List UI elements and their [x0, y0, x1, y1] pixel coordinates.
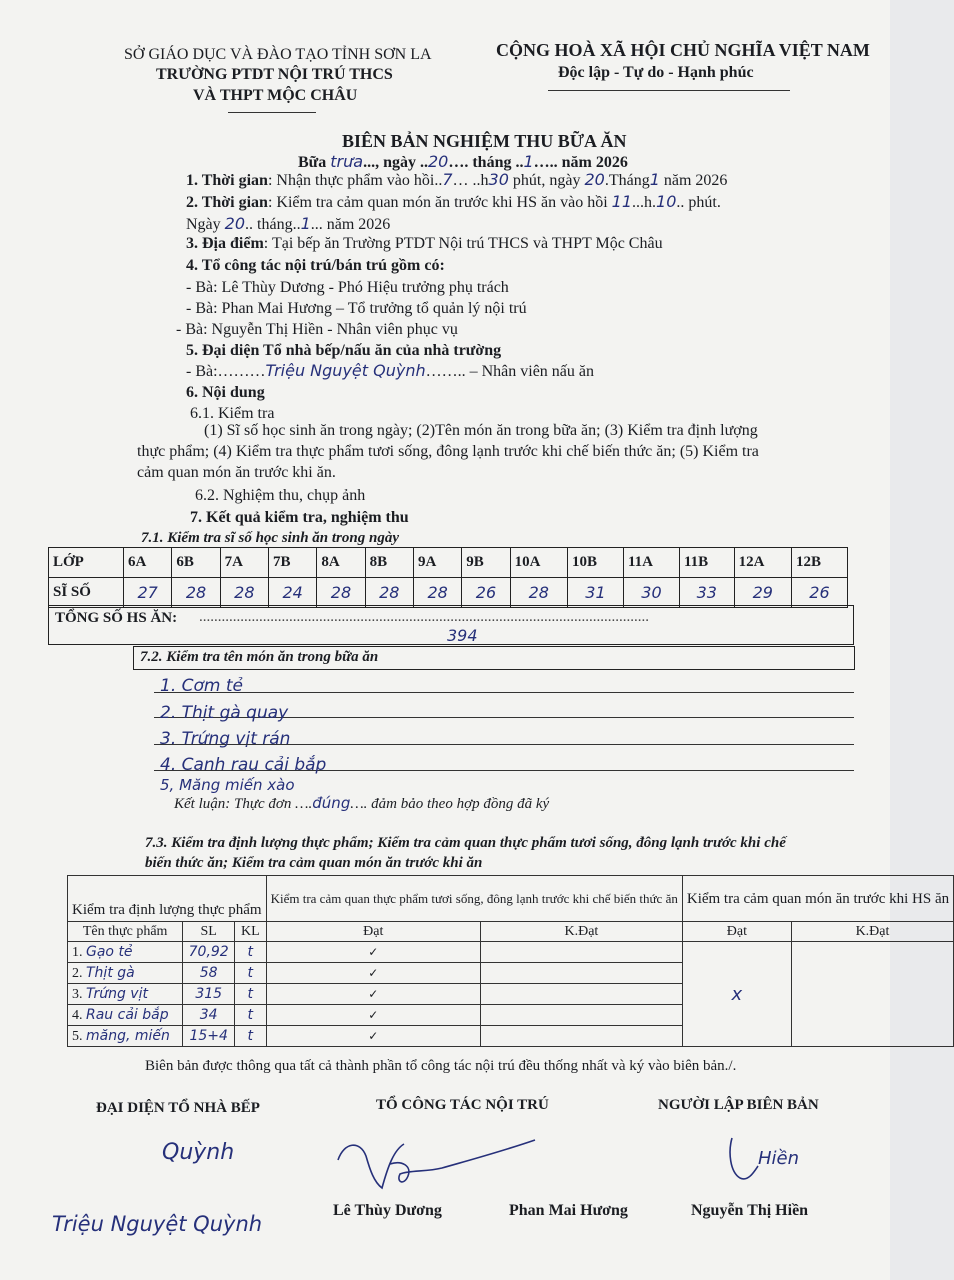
- fresh-fail-cell: [480, 1026, 682, 1047]
- section-2-date: Ngày 20.. tháng..1... năm 2026: [186, 214, 391, 233]
- member-2: - Bà: Phan Mai Hương – Tổ trưởng tổ quản lý nội trú: [186, 300, 527, 317]
- school-name-line1: TRƯỜNG PTDT NỘI TRÚ THCS: [156, 66, 393, 83]
- dish-section-box: [133, 646, 855, 670]
- class-cell: 11A: [623, 548, 679, 578]
- meal-line: Bữa trưa..., ngày ..20…. tháng ..1….. năm 2026: [298, 152, 628, 171]
- count-cell: 28: [317, 578, 365, 608]
- dish-pass-header: Đạt: [682, 922, 791, 942]
- fresh-pass-cell: ✓: [266, 963, 480, 984]
- count-cell: 30: [623, 578, 679, 608]
- fresh-fail-cell: [480, 942, 682, 963]
- total-dots: ........................................................................................................................: [199, 609, 649, 625]
- sl-header: SL: [183, 922, 235, 942]
- section-6-para-3: cảm quan món ăn trước khi ăn.: [137, 464, 336, 481]
- class-cell: 12A: [734, 548, 791, 578]
- count-cell: 28: [172, 578, 220, 608]
- header-underline-left: [228, 112, 316, 113]
- section-7-2-title: 7.2. Kiểm tra tên món ăn trong bữa ăn: [140, 649, 379, 665]
- team-title: TỔ CÔNG TÁC NỘI TRÚ: [376, 1097, 549, 1113]
- class-cell: 6A: [124, 548, 172, 578]
- count-cell: 28: [365, 578, 413, 608]
- dish-check-header: Kiểm tra cảm quan món ăn trước khi HS ăn: [682, 876, 953, 922]
- quality-table: [67, 875, 954, 1047]
- section-6-2: 6.2. Nghiệm thu, chụp ảnh: [195, 487, 366, 504]
- meal-name: trưa: [330, 152, 364, 171]
- fresh-pass-cell: ✓: [266, 942, 480, 963]
- kitchen-name: Triệu Nguyệt Quỳnh: [52, 1212, 263, 1236]
- team-member-name-1: Lê Thùy Dương: [333, 1202, 442, 1219]
- fresh-pass-header: Đạt: [266, 922, 480, 942]
- count-cell: 31: [567, 578, 623, 608]
- class-cell: 8A: [317, 548, 365, 578]
- department-name: SỞ GIÁO DỤC VÀ ĐÀO TẠO TỈNH SƠN LA: [124, 46, 432, 63]
- kl-cell: t: [235, 942, 267, 963]
- food-name-cell: 3. Trứng vịt: [68, 984, 183, 1005]
- count-cell: 33: [679, 578, 734, 608]
- sl-cell: 70,92: [183, 942, 235, 963]
- count-row: [49, 578, 848, 608]
- siso-header-cell: SĨ SỐ: [49, 578, 124, 608]
- kl-header: KL: [235, 922, 267, 942]
- kitchen-title: ĐẠI DIỆN TỔ NHÀ BẾP: [96, 1100, 260, 1116]
- kl-cell: t: [235, 1005, 267, 1026]
- count-cell: 29: [734, 578, 791, 608]
- sl-cell: 58: [183, 963, 235, 984]
- reporter-signature: Hiền: [758, 1148, 800, 1169]
- food-name-header: Tên thực phẩm: [68, 922, 183, 942]
- kl-cell: t: [235, 984, 267, 1005]
- class-row: [49, 548, 848, 578]
- quality-header-row: [68, 876, 954, 922]
- dish-pass-cell: x: [682, 942, 791, 1047]
- sl-cell: 315: [183, 984, 235, 1005]
- section-7-3-title-2: biến thức ăn; Kiểm tra cảm quan món ăn trước khi ăn: [145, 855, 483, 871]
- class-cell: 11B: [679, 548, 734, 578]
- class-cell: 7A: [220, 548, 268, 578]
- food-name-cell: 1. Gạo tẻ: [68, 942, 183, 963]
- dish-fail-cell: [791, 942, 953, 1047]
- dish-line: [154, 692, 854, 693]
- class-cell: 7B: [268, 548, 316, 578]
- section-6-para-2: thực phẩm; (4) Kiểm tra thực phẩm tươi sống, đông lạnh trước khi chế biến thức ăn; (5) Kiểm tra: [137, 443, 759, 460]
- total-label: TỔNG SỐ HS ĂN:: [55, 610, 178, 626]
- fresh-fail-cell: [480, 1005, 682, 1026]
- republic-title: CỘNG HOÀ XÃ HỘI CHỦ NGHĨA VIỆT NAM: [496, 40, 870, 60]
- fresh-fail-cell: [480, 984, 682, 1005]
- team-signature: [330, 1130, 550, 1200]
- reporter-title: NGƯỜI LẬP BIÊN BẢN: [658, 1097, 819, 1113]
- dish-item: 3. Trứng vịt rán: [160, 729, 291, 749]
- class-header-cell: LỚP: [49, 548, 124, 578]
- food-name-cell: 2. Thịt gà: [68, 963, 183, 984]
- total-box: [48, 605, 854, 645]
- section-6-1: 6.1. Kiểm tra: [190, 405, 275, 422]
- class-cell: 10B: [567, 548, 623, 578]
- count-cell: 28: [510, 578, 567, 608]
- document-title: BIÊN BẢN NGHIỆM THU BỮA ĂN: [342, 131, 627, 151]
- member-1: - Bà: Lê Thùy Dương - Phó Hiệu trưởng phụ trách: [186, 279, 509, 296]
- section-5-cook: - Bà:………Triệu Nguyệt Quỳnh…….. – Nhân viên nấu ăn: [186, 361, 594, 380]
- dish-item: 1. Cơm tẻ: [160, 676, 243, 696]
- section-4-title: 4. Tổ công tác nội trú/bán trú gồm có:: [186, 257, 445, 274]
- quality-subheader-row: [68, 922, 954, 942]
- section-3: 3. Địa điểm: Tại bếp ăn Trường PTDT Nội trú THCS và THPT Mộc Châu: [186, 235, 663, 252]
- team-member-name-2: Phan Mai Hương: [509, 1202, 628, 1219]
- fresh-pass-cell: ✓: [266, 1005, 480, 1026]
- quantity-header: Kiểm tra định lượng thực phẩm: [68, 876, 267, 922]
- class-cell: 6B: [172, 548, 220, 578]
- sl-cell: 15+4: [183, 1026, 235, 1047]
- count-cell: 26: [462, 578, 510, 608]
- section-7-title: 7. Kết quả kiểm tra, nghiệm thu: [190, 509, 409, 526]
- kitchen-signature: Quỳnh: [162, 1140, 235, 1165]
- count-cell: 24: [268, 578, 316, 608]
- section-7-3-title-1: 7.3. Kiểm tra định lượng thực phẩm; Kiểm tra cảm quan thực phẩm tươi sống, đông lạnh trước khi chế: [145, 835, 786, 851]
- fresh-fail-header: K.Đạt: [480, 922, 682, 942]
- section-2: 2. Thời gian: Kiểm tra cảm quan món ăn trước khi HS ăn vào hồi 11...h.10.. phút.: [186, 192, 721, 211]
- fresh-pass-cell: ✓: [266, 1026, 480, 1047]
- school-name-line2: VÀ THPT MỘC CHÂU: [193, 87, 358, 104]
- kl-cell: t: [235, 963, 267, 984]
- class-cell: 8B: [365, 548, 413, 578]
- food-name-cell: 5. măng, miến: [68, 1026, 183, 1047]
- dish-item: 4. Canh rau cải bắp: [160, 755, 327, 775]
- count-cell: 26: [791, 578, 847, 608]
- section-5-title: 5. Đại diện Tổ nhà bếp/nấu ăn của nhà trường: [186, 342, 502, 359]
- section-1: 1. Thời gian: Nhận thực phẩm vào hồi..7… ..h30 phút, ngày 20.Tháng1 năm 2026: [186, 170, 728, 189]
- fresh-pass-cell: ✓: [266, 984, 480, 1005]
- dish-fail-header: K.Đạt: [791, 922, 953, 942]
- kl-cell: t: [235, 1026, 267, 1047]
- sl-cell: 34: [183, 1005, 235, 1026]
- table-row: [68, 942, 954, 963]
- header-underline-right: [548, 90, 790, 91]
- fresh-check-header: Kiểm tra cảm quan thực phẩm tươi sống, đông lạnh trước khi chế biến thức ăn: [266, 876, 682, 922]
- count-cell: 27: [124, 578, 172, 608]
- class-cell: 10A: [510, 548, 567, 578]
- conclusion: Kết luận: Thực đơn ….đúng…. đảm bảo theo hợp đồng đã ký: [174, 794, 550, 812]
- section-7-1-title: 7.1. Kiểm tra sĩ số học sinh ăn trong ngày: [141, 530, 399, 546]
- motto: Độc lập - Tự do - Hạnh phúc: [558, 64, 754, 81]
- dish-item: 2. Thịt gà quay: [160, 703, 289, 723]
- reporter-name: Nguyễn Thị Hiền: [691, 1202, 809, 1219]
- class-count-table: [48, 547, 848, 608]
- dish-item: 5, Măng miến xào: [160, 776, 295, 794]
- fresh-fail-cell: [480, 963, 682, 984]
- class-cell: 9A: [413, 548, 461, 578]
- food-name-cell: 4. Rau cải bắp: [68, 1005, 183, 1026]
- count-cell: 28: [413, 578, 461, 608]
- total-value: 394: [447, 626, 478, 645]
- section-6-para-1: (1) Sĩ số học sinh ăn trong ngày; (2)Tên món ăn trong bữa ăn; (3) Kiểm tra định lượng: [204, 422, 758, 439]
- member-3: - Bà: Nguyễn Thị Hiền - Nhân viên phục vụ: [176, 321, 458, 338]
- class-cell: 12B: [791, 548, 847, 578]
- closing-statement: Biên bản được thông qua tất cả thành phần tổ công tác nội trú đều thống nhất và ký vào biên bản./.: [145, 1058, 737, 1074]
- section-6-title: 6. Nội dung: [186, 384, 265, 401]
- class-cell: 9B: [462, 548, 510, 578]
- count-cell: 28: [220, 578, 268, 608]
